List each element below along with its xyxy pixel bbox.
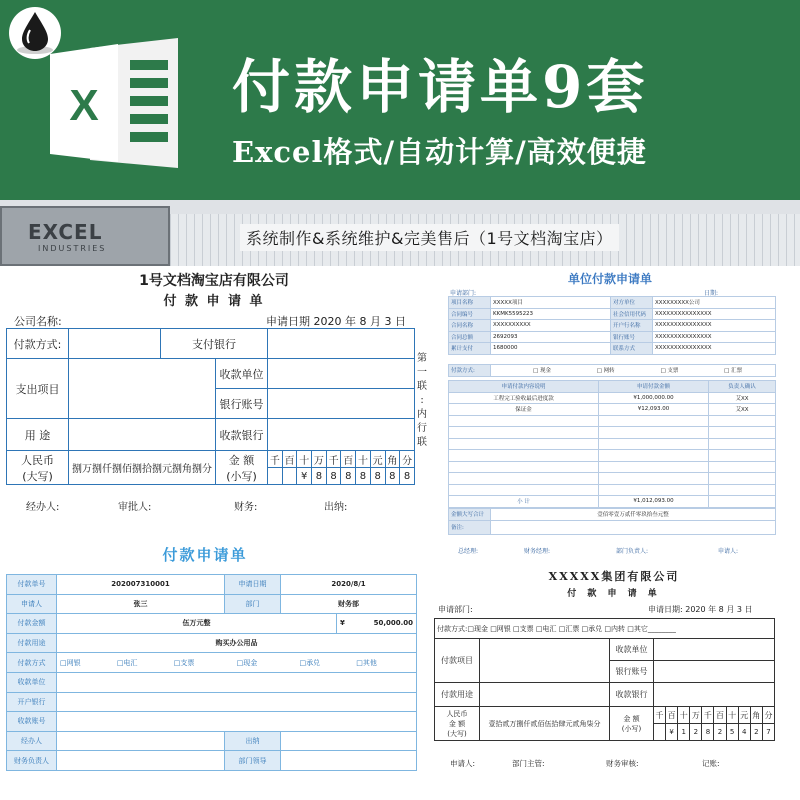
field-value[interactable]: 购买办公用品 <box>57 633 417 653</box>
expense-item-label: 支出项目 <box>7 359 69 419</box>
digit-cell[interactable]: 8 <box>341 468 356 485</box>
empty-cell[interactable] <box>709 427 776 439</box>
purpose-cell[interactable] <box>69 419 216 451</box>
info-value[interactable]: 2692093 <box>491 331 611 343</box>
empty-cell[interactable] <box>449 427 599 439</box>
field-value[interactable] <box>57 692 417 712</box>
empty-cell[interactable] <box>449 415 599 427</box>
empty-cell[interactable] <box>449 461 599 473</box>
doc2-sig-applicant: 申请人: <box>718 548 739 555</box>
info-value[interactable]: KKMK5595223 <box>491 308 611 320</box>
digit-header: 千 <box>268 451 283 468</box>
empty-cell[interactable] <box>449 484 599 496</box>
checkbox[interactable]: □ <box>356 658 363 667</box>
sign-sub: INDUSTRIES <box>38 244 107 253</box>
empty-cell[interactable] <box>599 438 709 450</box>
header-banner <box>0 0 800 200</box>
checkbox[interactable]: □ <box>596 368 602 375</box>
table-row <box>7 751 417 771</box>
doc1-sig-finance: 财务: <box>234 502 258 513</box>
doc1-table <box>6 328 415 485</box>
field-label: 申请日期 <box>225 575 281 595</box>
empty-cell[interactable] <box>599 461 709 473</box>
doc1-title: 付 款 申 请 单 <box>163 294 265 309</box>
digit-cell[interactable] <box>282 468 297 485</box>
table-row <box>449 297 776 309</box>
info-value[interactable]: XXXXXXXXXX <box>491 320 611 332</box>
digit-header: 分 <box>400 451 415 468</box>
rmb-upper-text: (大写) <box>447 729 467 738</box>
digit-cell[interactable]: 1 <box>678 724 690 741</box>
expense-item-cell[interactable] <box>69 359 216 419</box>
doc4-payee-unit-cell[interactable] <box>654 639 775 661</box>
table-row <box>449 343 776 355</box>
checkbox[interactable]: □ <box>724 368 730 375</box>
doc1-sig-handler: 经办人: <box>26 502 60 513</box>
item-amount[interactable]: ¥1,000,000.00 <box>599 392 709 404</box>
doc2-title: 单位付款申请单 <box>568 272 653 286</box>
amount-label <box>216 451 268 485</box>
empty-cell[interactable] <box>709 438 776 450</box>
empty-cell[interactable] <box>599 473 709 485</box>
info-label: 累计支付 <box>449 343 491 355</box>
info-value[interactable]: XXXXXXXXXXXXXXX <box>653 308 776 320</box>
doc3-table <box>6 574 417 771</box>
info-value[interactable]: XXXXXXXXXXXXXXX <box>653 343 776 355</box>
field-label: 经办人 <box>7 731 57 751</box>
payment-form-2 <box>428 266 800 566</box>
doc1-sig-cashier: 出纳: <box>324 502 348 513</box>
table-row <box>449 427 776 439</box>
doc2-sig-gm: 总经理: <box>458 548 479 555</box>
service-text: 系统制作&系统维护&完美售后（1号文档淘宝店） <box>240 224 619 251</box>
amount-text: 金 额 <box>623 714 640 723</box>
option-label: 支票 <box>180 658 195 667</box>
subtotal-label: 小 计 <box>449 496 599 508</box>
amount-lower-text: (小写) <box>621 724 642 733</box>
option-label: 支票 <box>667 368 679 375</box>
empty-cell[interactable] <box>449 450 599 462</box>
doc4-sig-finance: 财务审核: <box>606 759 639 768</box>
doc4-bank-account-label: 银行账号 <box>610 661 654 683</box>
digit-header: 万 <box>690 707 702 724</box>
info-label: 项目名称 <box>449 297 491 309</box>
doc2-apply-dept: 申请部门: <box>450 290 477 297</box>
digit-header: 千 <box>326 451 341 468</box>
doc3-title: 付款申请单 <box>162 546 248 564</box>
digit-header: 元 <box>370 451 385 468</box>
doc4-date: 申请日期: 2020 年 8 月 3 日 <box>648 605 753 614</box>
checkbox[interactable]: □ <box>299 658 307 667</box>
table-row <box>7 594 417 614</box>
doc4-apply-dept: 申请部门: <box>438 605 473 614</box>
payee-bank-cell[interactable] <box>268 419 415 451</box>
field-label: 付款方式 <box>7 653 57 673</box>
table-row <box>7 692 417 712</box>
field-value[interactable]: 伍万元整 <box>57 614 337 634</box>
doc4-purpose-label: 付款用途 <box>435 683 480 707</box>
checkbox[interactable]: □ <box>236 658 244 667</box>
paymethod-options <box>491 365 776 377</box>
doc1-side-note <box>417 352 427 450</box>
item-owner[interactable]: 艾XX <box>709 392 776 404</box>
payment-form-3 <box>0 538 428 800</box>
paymethod-label: 付款方式: <box>449 365 491 377</box>
digit-cell[interactable]: 8 <box>356 468 371 485</box>
field-value[interactable] <box>57 731 225 751</box>
info-value[interactable]: XXXXXXXXX公司 <box>653 297 776 309</box>
digit-header: 元 <box>738 707 750 724</box>
digit-header: 十 <box>297 451 312 468</box>
amount-upper-value: 壹佰零壹万贰仟零玖拾叁元整 <box>491 509 776 521</box>
side-char: 联 <box>417 437 427 448</box>
table-row <box>7 653 417 673</box>
digit-header: 十 <box>726 707 738 724</box>
doc2-paymethod-table <box>448 364 776 377</box>
amount-upper-label: 金额大写合计 <box>449 509 491 521</box>
table-row <box>449 484 776 496</box>
digit-cell[interactable]: 8 <box>312 468 327 485</box>
table-row <box>449 392 776 404</box>
digit-header: 分 <box>762 707 774 724</box>
option-label: 网转 <box>603 368 615 375</box>
doc2-total-table <box>448 508 776 535</box>
payee-bank-label: 收款银行 <box>216 419 268 451</box>
table-row <box>449 404 776 416</box>
amount-text: 金 额 <box>228 453 255 467</box>
empty-cell[interactable] <box>449 438 599 450</box>
paymethod-options <box>57 653 417 673</box>
doc4-sig-bookkeeper: 记账: <box>702 759 720 768</box>
doc1-date: 申请日期 2020 年 8 月 3 日 <box>266 315 406 328</box>
field-value[interactable] <box>281 731 417 751</box>
sign-name: EXCEL <box>28 220 103 244</box>
pay-bank-label: 支付银行 <box>161 329 268 359</box>
digit-cell[interactable]: 2 <box>750 724 762 741</box>
field-label: 收款单位 <box>7 672 57 692</box>
checkbox[interactable]: □ <box>660 368 666 375</box>
digit-cell[interactable]: 5 <box>726 724 738 741</box>
checkbox[interactable]: □ <box>533 368 539 375</box>
field-value[interactable] <box>57 712 417 732</box>
side-char: 行 <box>417 423 427 434</box>
empty-cell[interactable] <box>599 415 709 427</box>
doc1-company: 1号文档淘宝店有限公司 <box>139 273 289 289</box>
doc2-items-table <box>448 380 776 508</box>
field-value[interactable] <box>57 672 417 692</box>
digit-cell[interactable]: 4 <box>738 724 750 741</box>
side-char: 内 <box>417 409 427 420</box>
info-label: 对方单位 <box>611 297 653 309</box>
doc1-company-label: 公司名称: <box>14 315 62 328</box>
currency-sign: ¥ <box>340 619 345 628</box>
side-char: 联 <box>417 381 427 392</box>
option-label: 网银 <box>66 658 81 667</box>
digit-header: 角 <box>750 707 762 724</box>
table-row <box>7 575 417 595</box>
table-row <box>7 672 417 692</box>
table-row <box>449 331 776 343</box>
field-label: 申请人 <box>7 594 57 614</box>
info-value[interactable]: XXXXXXXXXXXXXXX <box>653 331 776 343</box>
table-row <box>7 731 417 751</box>
digit-cell[interactable]: 2 <box>690 724 702 741</box>
field-value[interactable] <box>57 751 225 771</box>
info-value[interactable]: XXXXX项目 <box>491 297 611 309</box>
doc2-info-table <box>448 296 776 355</box>
pay-bank-cell[interactable] <box>268 329 415 359</box>
option-label: 现金 <box>243 658 258 667</box>
digit-cell[interactable]: 8 <box>400 468 415 485</box>
digit-cell[interactable]: 7 <box>762 724 774 741</box>
banner-subtitle: Excel格式/自动计算/高效便捷 <box>232 135 647 169</box>
doc4-amount-label <box>610 707 654 741</box>
amount-lower-text: (小写) <box>226 469 257 483</box>
info-label: 合同编号 <box>449 308 491 320</box>
doc4-sig-applicant: 申请人: <box>450 759 476 768</box>
doc4-paymethod[interactable]: 付款方式:□现金 □网银 □支票 □电汇 □汇票 □承兑 □内转 □其它________ <box>435 619 775 639</box>
digit-header: 十 <box>678 707 690 724</box>
item-desc[interactable]: 工程完工验收最后进度款 <box>449 392 599 404</box>
field-value[interactable]: 202007310001 <box>57 575 225 595</box>
payment-form-1 <box>0 266 428 538</box>
table-row <box>7 712 417 732</box>
digit-cell[interactable] <box>268 468 283 485</box>
option-label: 汇票 <box>731 368 743 375</box>
info-value[interactable]: XXXXXXXXXXXXXXX <box>653 320 776 332</box>
table-row <box>449 473 776 485</box>
digit-header: 千 <box>654 707 666 724</box>
empty-cell[interactable] <box>709 450 776 462</box>
table-row <box>449 308 776 320</box>
doc2-sig-dept: 部门负责人: <box>616 548 649 555</box>
purpose-label: 用 途 <box>7 419 69 451</box>
rmb-upper-text: (大写) <box>22 469 53 483</box>
subtotal-row <box>449 496 776 508</box>
table-row <box>449 438 776 450</box>
doc4-expense-label: 付款项目 <box>435 639 480 683</box>
info-value[interactable]: 1680000 <box>491 343 611 355</box>
bank-account-cell[interactable] <box>268 389 415 419</box>
doc1-sig-approver: 审批人: <box>118 502 152 513</box>
pay-method-cell[interactable] <box>69 329 161 359</box>
remark-label: 备注: <box>449 520 491 534</box>
digit-header: 百 <box>341 451 356 468</box>
side-char: : <box>420 395 424 406</box>
svg-text:X: X <box>69 81 99 130</box>
side-char: 一 <box>417 367 427 378</box>
doc4-amount-upper[interactable]: 壹拾贰万捌仟贰佰伍拾肆元贰角柒分 <box>480 707 610 741</box>
table-row <box>7 614 417 634</box>
bank-account-label: 银行账号 <box>216 389 268 419</box>
doc2-date-label: 日期: <box>704 290 719 297</box>
option-label: 其他 <box>362 658 377 667</box>
doc4-payee-bank-cell[interactable] <box>654 683 775 707</box>
digit-header: 百 <box>666 707 678 724</box>
info-label: 合同名称 <box>449 320 491 332</box>
item-amount[interactable]: ¥12,093.00 <box>599 404 709 416</box>
digit-cell[interactable]: 8 <box>385 468 400 485</box>
payee-unit-cell[interactable] <box>268 359 415 389</box>
digit-header: 万 <box>312 451 327 468</box>
empty-cell[interactable] <box>709 484 776 496</box>
field-label: 财务负责人 <box>7 751 57 771</box>
field-label: 部门 <box>225 594 281 614</box>
doc4-payee-unit-label: 收款单位 <box>610 639 654 661</box>
digit-cell[interactable]: ¥ <box>297 468 312 485</box>
info-label: 合同总额 <box>449 331 491 343</box>
table-row <box>449 415 776 427</box>
info-label: 银行账号 <box>611 331 653 343</box>
item-owner[interactable]: 艾XX <box>709 404 776 416</box>
digit-header: 百 <box>282 451 297 468</box>
field-value[interactable] <box>281 751 417 771</box>
option-label: 电汇 <box>123 658 138 667</box>
doc4-expense-cell[interactable] <box>480 639 610 683</box>
checkbox[interactable]: □ <box>173 658 181 667</box>
doc4-table <box>434 618 775 741</box>
amount-cell[interactable] <box>337 614 417 634</box>
doc4-bank-account-cell[interactable] <box>654 661 775 683</box>
doc4-title: 付 款 申 请 单 <box>567 589 661 599</box>
doc4-company: XXXXX集团有限公司 <box>548 570 680 583</box>
doc2-sig-fm: 财务经理: <box>524 548 551 555</box>
table-row <box>7 633 417 653</box>
digit-header: 角 <box>385 451 400 468</box>
payee-unit-label: 收款单位 <box>216 359 268 389</box>
info-label: 社会信用代码 <box>611 308 653 320</box>
table-row <box>449 450 776 462</box>
side-char: 第 <box>417 353 427 364</box>
checkbox[interactable]: □ <box>60 658 67 667</box>
info-label: 开户行名称 <box>611 320 653 332</box>
empty-cell <box>709 496 776 508</box>
remark-cell[interactable] <box>491 520 776 534</box>
excel-icon <box>50 38 185 168</box>
digit-cell[interactable]: 2 <box>714 724 726 741</box>
empty-cell[interactable] <box>709 415 776 427</box>
building-sign <box>0 206 170 266</box>
rmb-label <box>7 451 69 485</box>
field-value[interactable]: 财务部 <box>281 594 417 614</box>
checkbox[interactable]: □ <box>116 658 124 667</box>
item-desc[interactable]: 保证金 <box>449 404 599 416</box>
digit-cell[interactable] <box>654 724 666 741</box>
column-header: 申请付款金额 <box>599 381 709 393</box>
empty-cell[interactable] <box>709 473 776 485</box>
digit-cell[interactable]: ¥ <box>666 724 678 741</box>
field-label: 付款单号 <box>7 575 57 595</box>
doc4-payee-bank-label: 收款银行 <box>610 683 654 707</box>
amount-label-text: 金 额 <box>448 719 466 728</box>
column-header: 申请付款内容说明 <box>449 381 599 393</box>
empty-cell[interactable] <box>449 473 599 485</box>
rmb-text: 人民币 <box>21 453 54 467</box>
column-header: 负责人确认 <box>709 381 776 393</box>
empty-cell[interactable] <box>599 484 709 496</box>
doc4-purpose-cell[interactable] <box>480 683 610 707</box>
empty-cell[interactable] <box>599 450 709 462</box>
field-value[interactable]: 2020/8/1 <box>281 575 417 595</box>
option-label: 现金 <box>539 368 551 375</box>
amount-upper-cell[interactable]: 捌万捌仟捌佰捌拾捌元捌角捌分 <box>69 451 216 485</box>
digit-cell[interactable]: 8 <box>370 468 385 485</box>
banner-title: 付款申请单9套 <box>232 53 649 121</box>
table-row <box>449 320 776 332</box>
option-label: 承兑 <box>306 658 321 667</box>
field-label: 出纳 <box>225 731 281 751</box>
field-label: 部门领导 <box>225 751 281 771</box>
pay-method-label: 付款方式: <box>7 329 69 359</box>
info-label: 联系方式 <box>611 343 653 355</box>
field-value[interactable]: 张三 <box>57 594 225 614</box>
field-label: 开户银行 <box>7 692 57 712</box>
field-label: 付款用途 <box>7 633 57 653</box>
empty-cell[interactable] <box>599 427 709 439</box>
field-label: 收款账号 <box>7 712 57 732</box>
doc4-rmb-label <box>435 707 480 741</box>
empty-cell[interactable] <box>709 461 776 473</box>
payment-form-4 <box>428 566 800 800</box>
field-label: 付款金额 <box>7 614 57 634</box>
rmb-text: 人民币 <box>446 709 468 718</box>
digit-header: 十 <box>356 451 371 468</box>
subtotal-value: ¥1,012,093.00 <box>599 496 709 508</box>
digit-header: 百 <box>714 707 726 724</box>
digit-cell[interactable]: 8 <box>326 468 341 485</box>
amount-value: 50,000.00 <box>373 619 414 628</box>
doc4-sig-supervisor: 部门主管: <box>512 759 545 768</box>
digit-cell[interactable]: 8 <box>702 724 714 741</box>
digit-header: 千 <box>702 707 714 724</box>
table-row <box>449 461 776 473</box>
